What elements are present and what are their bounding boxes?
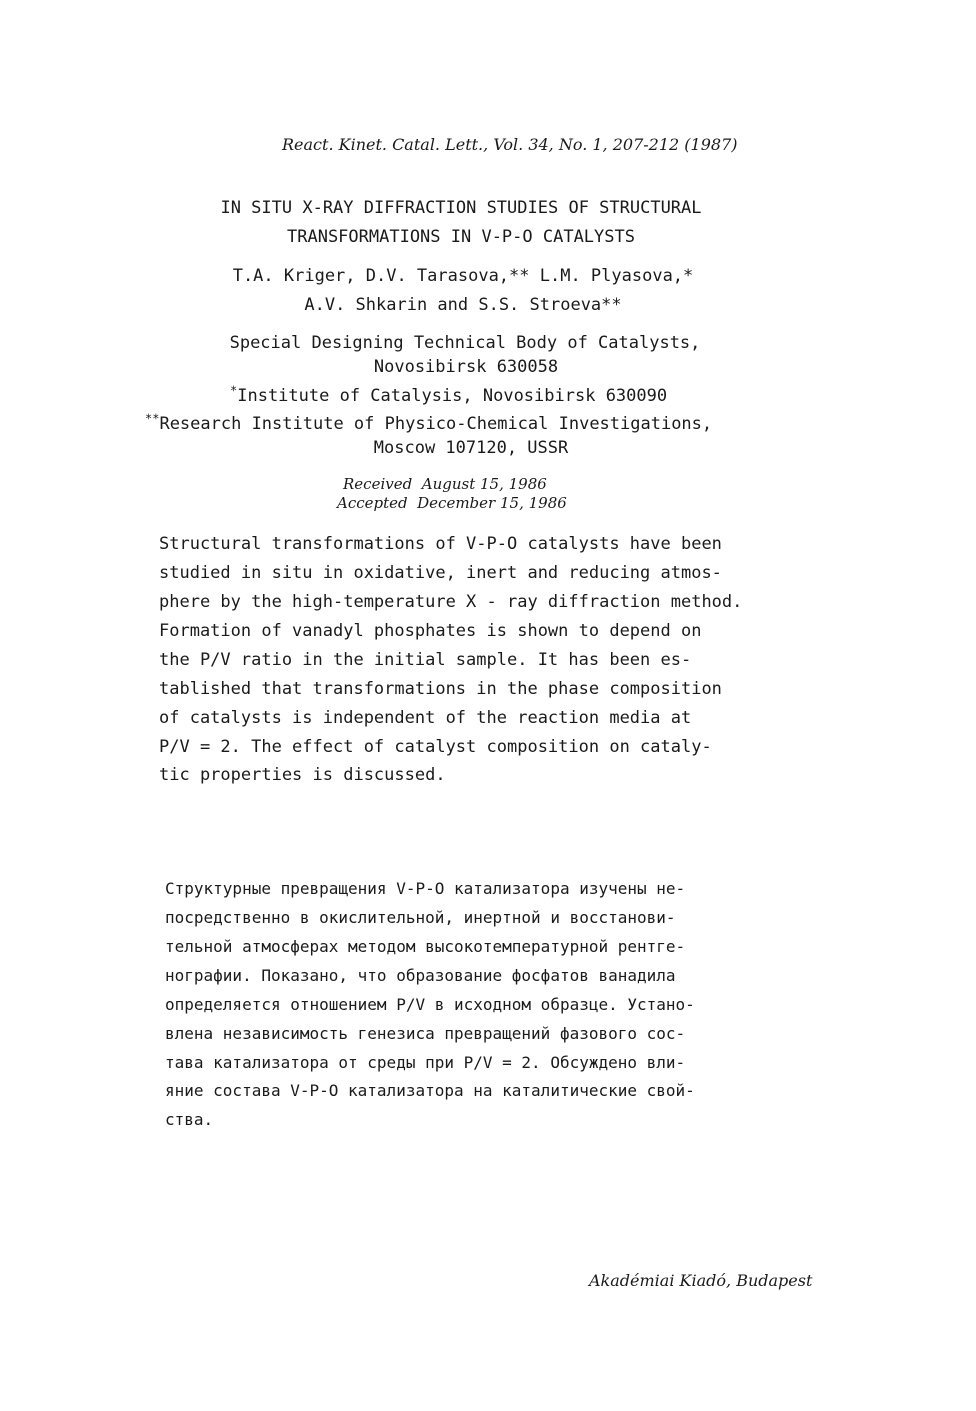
abstract-ru-line: тельной атмосферах методом высокотемпературной рентге-: [165, 937, 686, 956]
abstract-ru-line: ства.: [165, 1110, 214, 1129]
abstract-en-line: the P/V ratio in the initial sample. It has been es-: [159, 650, 692, 670]
abstract-ru-line: определяется отношением P/V в исходном образце. Устано-: [165, 995, 695, 1014]
abstract-ru-line: Структурные превращения V-P-O катализатора изучены не-: [165, 879, 686, 898]
affiliation-1-line-1: Special Designing Technical Body of Catalysts,: [229, 333, 701, 353]
abstract-en-line: Formation of vanadyl phosphates is shown to depend on: [159, 621, 702, 641]
journal-reference: React. Kinet. Catal. Lett., Vol. 34, No. 1, 207-212 (1987): [282, 135, 738, 154]
abstract-ru-line: нографии. Показано, что образование фосфатов ванадила: [165, 966, 676, 985]
abstract-en-line: tablished that transformations in the phase composition: [159, 679, 722, 699]
affiliation-3-line-2: Moscow 107120, USSR: [373, 438, 569, 458]
title-line-1: IN SITU X-RAY DIFFRACTION STUDIES OF STRUCTURAL: [220, 198, 702, 218]
authors-line-1: T.A. Kriger, D.V. Tarasova,** L.M. Plyasova,*: [232, 266, 694, 286]
abstract-en-line: P/V = 2. The effect of catalyst composition on cataly-: [159, 737, 712, 757]
abstract-en-line: studied in situ in oxidative, inert and reducing atmos-: [159, 563, 722, 583]
affiliation-3-mark: **: [145, 411, 160, 426]
received-date: Received August 15, 1986: [343, 475, 547, 493]
affiliation-2-text: Institute of Catalysis, Novosibirsk 630090: [237, 386, 668, 406]
abstract-ru-line: влена независимость генезиса превращений фазового сос-: [165, 1024, 686, 1043]
abstract-ru-line: тава катализатора от среды при P/V = 2. Обсуждено вли-: [165, 1053, 686, 1072]
abstract-en-line: tic properties is discussed.: [159, 765, 446, 785]
authors-line-2: A.V. Shkarin and S.S. Stroeva**: [304, 295, 622, 315]
abstract-en-line: of catalysts is independent of the reaction media at: [159, 708, 692, 728]
affiliation-3-text: Research Institute of Physico-Chemical Investigations,: [159, 414, 713, 434]
affiliation-2-mark: *: [230, 383, 238, 398]
abstract-ru-line: яние состава V-P-O катализатора на каталитические свой-: [165, 1081, 695, 1100]
abstract-en-line: phere by the high-temperature X - ray diffraction method.: [159, 592, 743, 612]
affiliation-1-line-2: Novosibirsk 630058: [373, 357, 559, 377]
affiliation-2: [230, 383, 668, 406]
accepted-date: Accepted December 15, 1986: [337, 494, 567, 512]
abstract-en-line: Structural transformations of V-P-O catalysts have been: [159, 534, 722, 554]
title-line-2: TRANSFORMATIONS IN V-P-O CATALYSTS: [287, 227, 635, 247]
abstract-ru-line: посредственно в окислительной, инертной и восстанови-: [165, 908, 676, 927]
affiliation-3: [145, 411, 713, 434]
publisher: Akadémiai Kiadó, Budapest: [589, 1271, 813, 1290]
